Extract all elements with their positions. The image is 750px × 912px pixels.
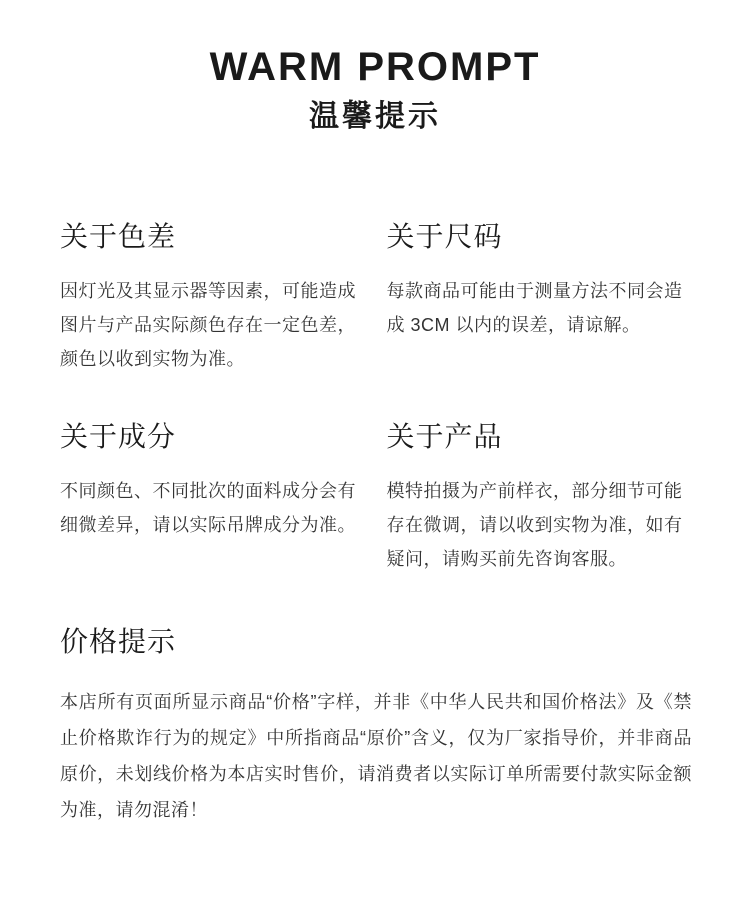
page-title: WARM PROMPT <box>209 45 541 89</box>
section-body: 每款商品可能由于测量方法不同会造成 3CM 以内的误差，请谅解。 <box>386 281 683 335</box>
section-heading: 关于产品 <box>386 421 503 452</box>
price-notice-body: 本店所有页面所显示商品“价格”字样，并非《中华人民共和国价格法》及《禁止价格欺诈行为的规定》中所指商品“原价”含义，仅为厂家指导价，并非商品原价，未划线价格为本店实时售价，请消费者以实际订单所需要付款实际金额为准，请勿混淆！ <box>60 692 692 820</box>
notice-grid <box>0 222 750 576</box>
section-price-notice <box>0 626 750 828</box>
section-body: 因灯光及其显示器等因素，可能造成图片与产品实际颜色存在一定色差，颜色以收到实物为准。 <box>60 281 356 369</box>
section-heading: 关于色差 <box>60 221 177 252</box>
section-product <box>387 422 696 576</box>
page-header <box>0 0 750 137</box>
section-body: 不同颜色、不同批次的面料成分会有细微差异，请以实际吊牌成分为准。 <box>60 481 356 535</box>
section-color-difference <box>60 222 369 376</box>
section-size <box>387 222 696 376</box>
page-subtitle: 温馨提示 <box>309 100 441 133</box>
section-heading: 关于尺码 <box>386 221 503 252</box>
section-body: 模特拍摄为产前样衣，部分细节可能存在微调，请以收到实物为准，如有疑问，请购买前先咨询客服。 <box>386 481 683 569</box>
section-heading: 关于成分 <box>60 421 177 452</box>
price-notice-heading: 价格提示 <box>60 626 177 657</box>
section-composition <box>60 422 369 576</box>
